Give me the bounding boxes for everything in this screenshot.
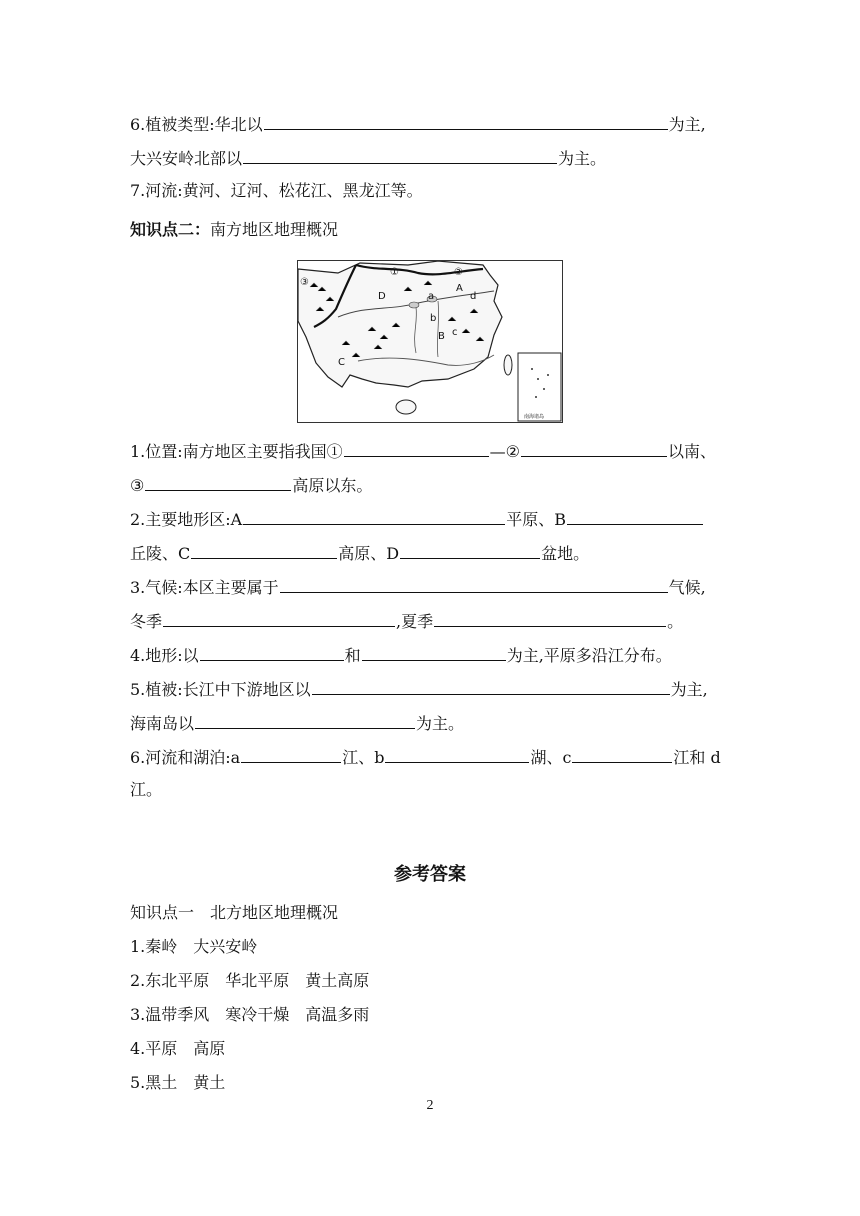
answer-1: 1.秦岭 大兴安岭 [130,937,258,956]
blank-q1-3[interactable] [145,473,291,491]
blank-q1-1[interactable] [344,439,489,457]
page-number: 2 [426,1098,434,1113]
q3-line-2: 冬季 ,夏季 。 [130,609,683,633]
q1-line-2: ③ 高原以东。 [130,473,372,497]
blank-q3-3[interactable] [434,609,666,627]
answers-section-heading: 知识点一 北方地区地理概况 [130,903,339,922]
answer-4: 4.平原 高原 [130,1039,226,1058]
q6-line-2: 江。 [130,780,163,799]
blank-q5-2[interactable] [195,711,415,729]
answer-2: 2.东北平原 华北平原 黄土高原 [130,971,370,990]
map-svg [298,261,562,422]
q3-line-1: 3.气候:本区主要属于 气候, [130,575,706,599]
vegetation-line-2: 大兴安岭北部以 为主。 [130,146,606,170]
map-label-C: C [338,357,345,368]
map-label-2: ② [454,267,463,278]
vegetation-line-1: 6.植被类型:华北以 为主, [130,112,706,136]
answer-3: 3.温带季风 寒冷干燥 高温多雨 [130,1005,370,1024]
q2-line-2: 丘陵、C 高原、D 盆地。 [130,541,589,565]
blank-q3-2[interactable] [163,609,395,627]
map-label-b: b [430,313,437,324]
blank-north-vegetation-2[interactable] [243,146,557,164]
answer-5: 5.黑土 黄土 [130,1073,226,1092]
blank-q5-1[interactable] [312,677,670,695]
land-outline [298,261,502,387]
map-label-D: D [378,291,386,302]
blank-q6-a[interactable] [241,745,341,763]
blank-q2-A[interactable] [243,507,505,525]
map-label-1: ① [390,267,399,278]
hainan-island [396,400,416,414]
q1-line-1: 1.位置:南方地区主要指我国① —② 以南、 [130,439,716,463]
blank-north-vegetation-1[interactable] [264,112,668,130]
blank-q6-b[interactable] [385,745,529,763]
inset-caption: 南海诸岛 [524,414,545,420]
blank-q2-C[interactable] [191,541,337,559]
q4-line: 4.地形:以 和 为主,平原多沿江分布。 [130,643,672,667]
blank-q1-2[interactable] [521,439,667,457]
map-label-d: d [470,291,477,302]
blank-q2-B[interactable] [567,507,703,525]
map-label-c: c [452,327,458,338]
map-label-a: a [428,291,435,302]
blank-q4-1[interactable] [200,643,344,661]
blank-q2-D[interactable] [400,541,540,559]
rivers-line: 7.河流:黄河、辽河、松花江、黑龙江等。 [130,181,423,200]
blank-q3-1[interactable] [280,575,668,593]
map-label-3: ③ [300,277,309,288]
taiwan-island [504,355,512,375]
answers-title: 参考答案 [394,864,466,885]
q5-line-2: 海南岛以 为主。 [130,711,464,735]
south-china-map [297,260,563,423]
lake-dongting [409,302,419,308]
blank-q6-c[interactable] [572,745,672,763]
q2-line-1: 2.主要地形区:A 平原、B [130,507,704,531]
map-label-A: A [456,283,463,294]
q6-line-1: 6.河流和湖泊:a 江、b 湖、c 江和 d [130,745,721,769]
q5-line-1: 5.植被:长江中下游地区以 为主, [130,677,708,701]
map-label-B: B [438,331,445,342]
blank-q4-2[interactable] [362,643,506,661]
south-section-heading: 知识点二：南方地区地理概况 [130,220,339,239]
south-sea-inset [518,353,561,421]
